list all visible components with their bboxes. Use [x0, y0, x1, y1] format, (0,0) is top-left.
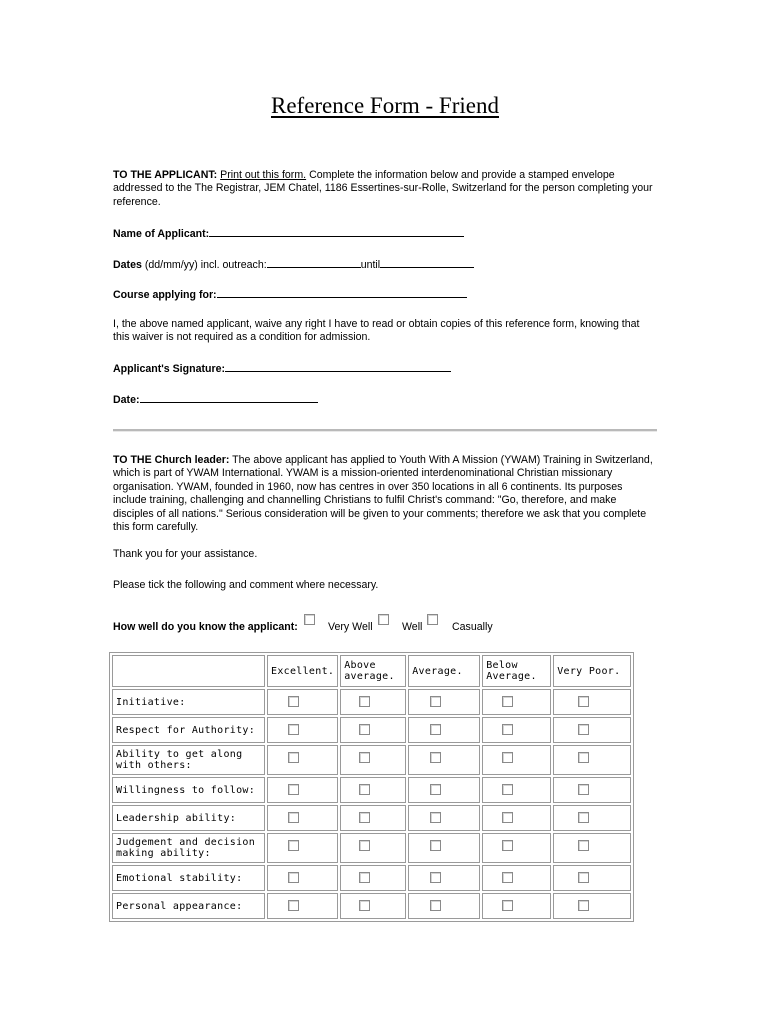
judgement-average-checkbox[interactable]	[430, 840, 441, 851]
dates-label: Dates	[113, 259, 142, 271]
row-label-leadership: Leadership ability:	[112, 805, 265, 831]
initiative-below-average-checkbox[interactable]	[502, 696, 513, 707]
emotional-below-average-checkbox[interactable]	[502, 872, 513, 883]
respect-very-poor-checkbox[interactable]	[578, 724, 589, 735]
column-header-excellent: Excellent.	[267, 655, 338, 687]
emotional-average-checkbox[interactable]	[430, 872, 441, 883]
column-header-average: Average.	[408, 655, 480, 687]
column-header-below-average: Below Average.	[482, 655, 551, 687]
respect-above-average-checkbox[interactable]	[359, 724, 370, 735]
course-label: Course applying for:	[113, 289, 217, 301]
tick-instructions: Please tick the following and comment where necessary.	[113, 579, 379, 591]
waiver-text: I, the above named applicant, waive any right I have to read or obtain copies of this reference form, knowing that this waiver is not required as a condition for admission.	[113, 318, 640, 344]
table-row	[112, 777, 631, 803]
church-leader-instructions	[113, 454, 658, 534]
leadership-below-average-checkbox[interactable]	[502, 812, 513, 823]
respect-below-average-checkbox[interactable]	[502, 724, 513, 735]
leadership-average-checkbox[interactable]	[430, 812, 441, 823]
course-field[interactable]	[217, 287, 467, 298]
name-of-applicant-row	[113, 226, 658, 241]
name-of-applicant-label: Name of Applicant:	[113, 228, 210, 240]
appearance-excellent-checkbox[interactable]	[288, 900, 299, 911]
initiative-very-poor-checkbox[interactable]	[578, 696, 589, 707]
casually-checkbox[interactable]	[427, 614, 438, 625]
ratings-table	[109, 652, 634, 922]
section-divider	[113, 429, 657, 432]
willingness-above-average-checkbox[interactable]	[359, 784, 370, 795]
applicant-label: TO THE APPLICANT:	[113, 169, 218, 181]
signature-label: Applicant's Signature:	[113, 363, 225, 375]
print-form-link[interactable]: Print out this form.	[220, 169, 307, 181]
emotional-excellent-checkbox[interactable]	[288, 872, 299, 883]
appearance-very-poor-checkbox[interactable]	[578, 900, 589, 911]
table-row	[112, 833, 631, 863]
table-row	[112, 689, 631, 715]
judgement-below-average-checkbox[interactable]	[502, 840, 513, 851]
church-leader-text: The above applicant has applied to Youth With A Mission (YWAM) Training in Switzerland, which is part of YWAM International. YWAM is a mission-oriented interdenominational Christian missionary organisation. YWAM, founded in 1960, now has centres in over 350 locations in all 6 continents. Its purposes include training, challenging and channelling Christians to fulfil Christ's command: "Go, therefore, and make disciples of all nations." Serious consideration will be given to your comments; therefore we ask that you complete this form carefully.	[113, 454, 653, 534]
signature-field[interactable]	[225, 361, 451, 372]
dates-format-label: (dd/mm/yy) incl. outreach:	[144, 259, 267, 271]
willingness-below-average-checkbox[interactable]	[502, 784, 513, 795]
well-checkbox[interactable]	[378, 614, 389, 625]
date-row	[113, 392, 658, 407]
table-row	[112, 717, 631, 743]
table-row	[112, 805, 631, 831]
judgement-above-average-checkbox[interactable]	[359, 840, 370, 851]
applicant-instructions-text: Complete the information below and provide a stamped envelope addressed to the The Registrar, JEM Chatel, 1186 Essertines-sur-Rolle, Switzerland for the person completing your reference.	[113, 169, 653, 208]
date-field[interactable]	[140, 392, 318, 403]
respect-average-checkbox[interactable]	[430, 724, 441, 735]
initiative-above-average-checkbox[interactable]	[359, 696, 370, 707]
how-well-question: How well do you know the applicant:	[113, 621, 298, 633]
table-row	[112, 745, 631, 775]
thanks-text: Thank you for your assistance.	[113, 548, 258, 560]
dates-row	[113, 257, 658, 272]
get-along-below-average-checkbox[interactable]	[502, 752, 513, 763]
get-along-very-poor-checkbox[interactable]	[578, 752, 589, 763]
table-row	[112, 893, 631, 919]
ratings-header-row	[112, 655, 631, 687]
very-well-checkbox[interactable]	[304, 614, 315, 625]
respect-excellent-checkbox[interactable]	[288, 724, 299, 735]
row-label-willingness: Willingness to follow:	[112, 777, 265, 803]
leadership-excellent-checkbox[interactable]	[288, 812, 299, 823]
row-label-get-along: Ability to get along with others:	[112, 745, 265, 775]
get-along-average-checkbox[interactable]	[430, 752, 441, 763]
column-header-very-poor: Very Poor.	[553, 655, 631, 687]
emotional-very-poor-checkbox[interactable]	[578, 872, 589, 883]
name-of-applicant-field[interactable]	[209, 226, 464, 237]
appearance-below-average-checkbox[interactable]	[502, 900, 513, 911]
ratings-corner-cell	[112, 655, 265, 687]
row-label-judgement: Judgement and decision making ability:	[112, 833, 265, 863]
leadership-very-poor-checkbox[interactable]	[578, 812, 589, 823]
get-along-above-average-checkbox[interactable]	[359, 752, 370, 763]
well-label: Well	[402, 621, 423, 633]
get-along-excellent-checkbox[interactable]	[288, 752, 299, 763]
row-label-respect-for-authority: Respect for Authority:	[112, 717, 265, 743]
start-date-field[interactable]	[267, 257, 361, 268]
appearance-average-checkbox[interactable]	[430, 900, 441, 911]
column-header-above-average: Above average.	[340, 655, 406, 687]
very-well-label: Very Well	[328, 621, 373, 633]
course-row	[113, 287, 658, 302]
table-row	[112, 865, 631, 891]
emotional-above-average-checkbox[interactable]	[359, 872, 370, 883]
signature-row	[113, 361, 658, 376]
judgement-excellent-checkbox[interactable]	[288, 840, 299, 851]
row-label-emotional-stability: Emotional stability:	[112, 865, 265, 891]
initiative-excellent-checkbox[interactable]	[288, 696, 299, 707]
appearance-above-average-checkbox[interactable]	[359, 900, 370, 911]
leadership-above-average-checkbox[interactable]	[359, 812, 370, 823]
casually-label: Casually	[452, 621, 493, 633]
until-label: until	[360, 259, 381, 271]
willingness-very-poor-checkbox[interactable]	[578, 784, 589, 795]
initiative-average-checkbox[interactable]	[430, 696, 441, 707]
row-label-initiative: Initiative:	[112, 689, 265, 715]
page-title: Reference Form - Friend	[270, 93, 499, 118]
church-leader-label: TO THE Church leader:	[113, 454, 230, 466]
judgement-very-poor-checkbox[interactable]	[578, 840, 589, 851]
willingness-excellent-checkbox[interactable]	[288, 784, 299, 795]
row-label-personal-appearance: Personal appearance:	[112, 893, 265, 919]
willingness-average-checkbox[interactable]	[430, 784, 441, 795]
date-label: Date:	[113, 394, 140, 406]
end-date-field[interactable]	[380, 257, 474, 268]
applicant-instructions	[113, 169, 658, 209]
